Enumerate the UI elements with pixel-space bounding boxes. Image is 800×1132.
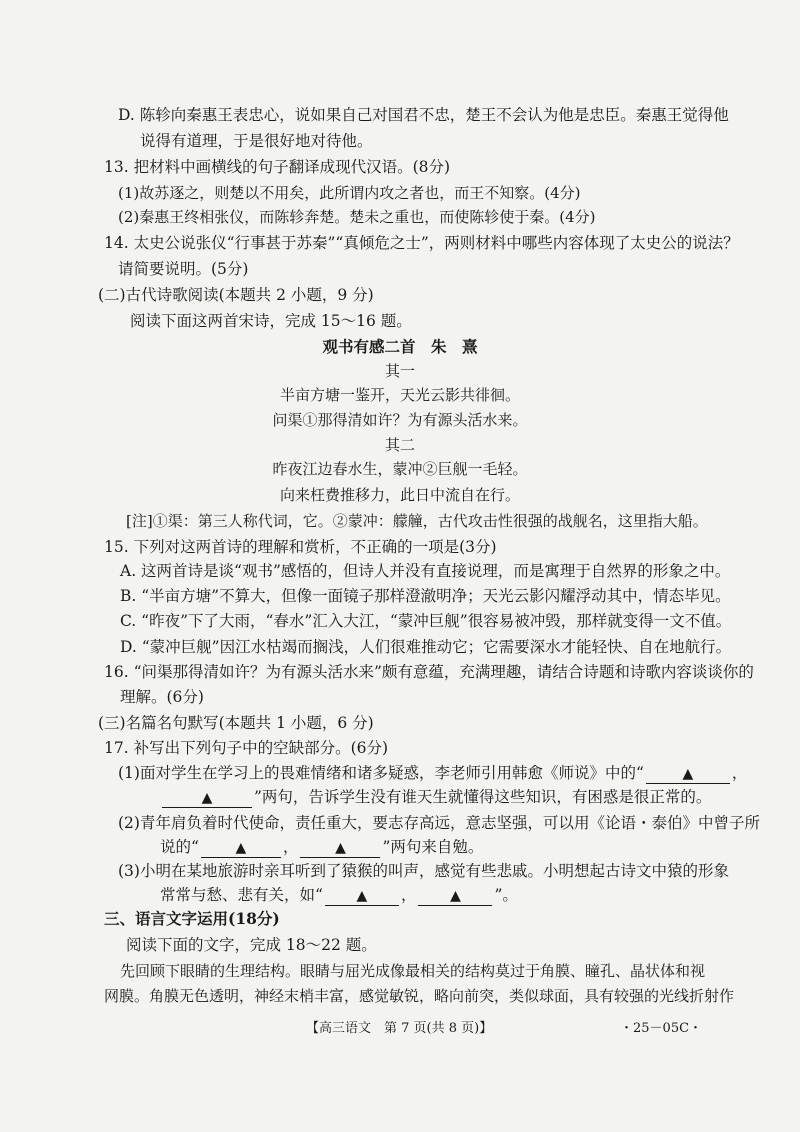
poem-notes: [注]①渠：第三人称代词，它。②蒙冲：艨艟，古代攻击性很强的战舰名，这里指大船。 [126, 512, 708, 530]
question-17-item-3-line-2 [160, 884, 518, 906]
question-17-item-2-line-1: (2)青年肩负着时代使命，责任重大，要志存高远，意志坚强，可以用《论语・泰伯》中曾子所 [118, 814, 760, 832]
option-d-line-2: 说得有道理，于是很好地对待他。 [140, 132, 373, 150]
question-15-option-b: B. “半亩方塘”不算大，但像一面镜子那样澄澈明净；天光云影闪耀浮动其中，情态毕见。 [120, 587, 731, 605]
question-15-option-d: D. “蒙冲巨舰”因江水枯竭而搁浅，人们很难推动它；它需要深水才能轻快、自在地航行。 [120, 638, 732, 656]
section-dictation-heading: (三)名篇名句默写(本题共 1 小题，6 分) [98, 714, 374, 732]
question-13-item-2: (2)秦惠王终相张仪，而陈轸奔楚。楚未之重也，而使陈轸使于秦。(4分) [118, 208, 596, 226]
item-2-separator: ， [282, 838, 299, 856]
footer-code: ・25－05C・ [620, 1021, 703, 1036]
question-13: 13. 把材料中画横线的句子翻译成现代汉语。(8分) [104, 158, 451, 176]
passage-line-2: 网膜。角膜无色透明，神经末梢丰富，感觉敏锐，略向前突，类似球面，具有较强的光线折射作 [104, 987, 735, 1005]
poem-1-line-1: 半亩方塘一鉴开，天光云影共徘徊。 [279, 386, 520, 404]
footer-page-info: 【高三语文 第 7 页(共 8 页)】 [306, 1021, 493, 1036]
question-17-item-1-line-1 [118, 762, 747, 784]
section-language-heading: 三、语言文字运用(18分) [104, 909, 280, 928]
answer-blank[interactable] [300, 838, 380, 858]
item-1-text-end: ”两句，告诉学生没有谁天生就懂得这些知识，有困惑是很正常的。 [254, 788, 712, 806]
question-15-option-c: C. “昨夜”下了大雨，“春水”汇入大江，“蒙冲巨舰”很容易被冲毁，那样就变得一文不值。 [120, 612, 732, 630]
answer-blank[interactable] [162, 788, 252, 808]
question-16-line-2: 理解。(6分) [120, 688, 204, 706]
poem-2-line-1: 昨夜江边春水生，蒙冲②巨舰一毛轻。 [272, 460, 528, 478]
blank-marker-icon: ▲ [201, 790, 213, 806]
poem-1-heading: 其一 [384, 362, 415, 380]
poem-title: 观书有感二首 朱 熹 [322, 337, 478, 356]
item-3-text: 常常与愁、悲有关，如“ [160, 886, 323, 904]
question-17-item-2-line-2 [160, 836, 483, 858]
question-17-item-3-line-1: (3)小明在某地旅游时亲耳听到了猿猴的叫声，感觉有些悲戚。小明想起古诗文中猿的形象 [118, 862, 729, 880]
item-1-text: (1)面对学生在学习上的畏难情绪和诸多疑惑，李老师引用韩愈《师说》中的“ [118, 764, 644, 782]
blank-marker-icon: ▲ [682, 766, 694, 782]
answer-blank[interactable] [418, 886, 492, 906]
blank-marker-icon: ▲ [356, 888, 368, 904]
poetry-instruction: 阅读下面这两首宋诗，完成 15～16 题。 [130, 312, 412, 330]
question-14-line-2: 请简要说明。(5分) [118, 260, 249, 278]
question-17: 17. 补写出下列句子中的空缺部分。(6分) [104, 739, 389, 757]
question-15: 15. 下列对这两首诗的理解和赏析，不正确的一项是(3分) [104, 538, 497, 556]
passage-line-1: 先回顾下眼睛的生理结构。眼睛与屈光成像最相关的结构莫过于角膜、瞳孔、晶状体和视 [120, 962, 706, 980]
item-3-text-end: ”。 [494, 886, 518, 904]
question-16-line-1: 16. “问渠那得清如许？为有源头活水来”颇有意蕴，充满理趣，请结合诗题和诗歌内容谈谈你的 [104, 663, 754, 681]
option-d-line-1: D. 陈轸向秦惠王表忠心，说如果自己对国君不忠，楚王不会认为他是忠臣。秦惠王觉得他 [118, 106, 729, 124]
answer-blank[interactable] [646, 764, 730, 784]
question-15-option-a: A. 这两首诗是谈“观书”感悟的，但诗人并没有直接说理，而是寓理于自然界的形象之中。 [120, 562, 731, 580]
question-13-item-1: (1)故苏逐之，则楚以不用矣，此所谓内攻之者也，而王不知察。(4分) [118, 184, 581, 202]
answer-blank[interactable] [325, 886, 399, 906]
item-1-separator: ， [731, 764, 748, 782]
language-instruction: 阅读下面的文字，完成 18～22 题。 [126, 936, 377, 954]
question-14-line-1: 14. 太史公说张仪“行事甚于苏秦”“真倾危之士”，两则材料中哪些内容体现了太史公的说法？ [104, 234, 739, 252]
poem-2-heading: 其二 [384, 436, 415, 454]
section-ancient-poetry-heading: (二)古代诗歌阅读(本题共 2 小题，9 分) [98, 286, 374, 304]
blank-marker-icon: ▲ [235, 840, 247, 856]
item-2-text-end: ”两句来自勉。 [382, 838, 484, 856]
question-17-item-1-line-2 [160, 786, 711, 808]
answer-blank[interactable] [201, 838, 281, 858]
blank-marker-icon: ▲ [450, 888, 461, 904]
blank-marker-icon: ▲ [335, 840, 346, 856]
item-2-text: 说的“ [160, 838, 199, 856]
item-3-separator: ， [400, 886, 417, 904]
poem-2-line-2: 向来枉费推移力，此日中流自在行。 [279, 486, 520, 504]
poem-1-line-2: 问渠①那得清如许？为有源头活水来。 [272, 411, 528, 429]
